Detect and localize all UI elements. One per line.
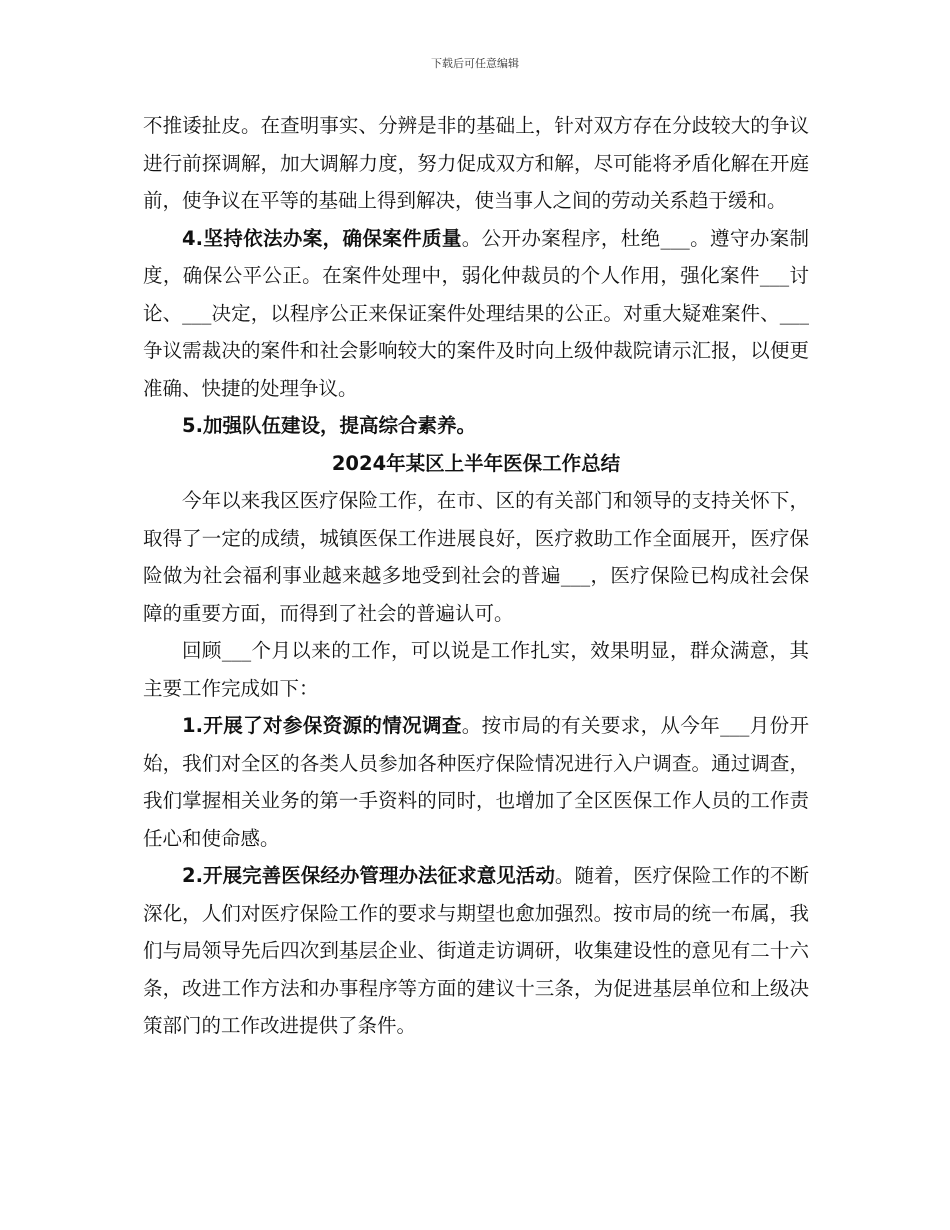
document-title: 2024年某区上半年医保工作总结: [331, 451, 621, 475]
item-heading-1: 1.开展了对参保资源的情况调查: [182, 714, 462, 737]
paragraph-3: [143, 407, 809, 445]
paragraph-5: 回顾___个月以来的工作，可以说是工作扎实，效果明显，群众满意，其主要工作完成如下：: [143, 639, 809, 700]
item-heading-2: 2.开展完善医保经办管理办法征求意见活动: [182, 864, 555, 887]
paragraph-7-text: 。随着，医疗保险工作的不断深化，人们对医疗保险工作的要求与期望也愈加强烈。按市局的统一布属，我们与局领导先后四次到基层企业、街道走访调研，收集建设性的意见有二十六条，改进工作方法和办事程序等方面的建议十三条，为促进基层单位和上级决策部门的工作改进提供了条件。: [143, 864, 809, 1037]
paragraph-2: [143, 220, 809, 408]
paragraph-6: [143, 707, 809, 857]
paragraph-1: 不推诿扯皮。在查明事实、分辨是非的基础上，针对双方存在分歧较大的争议进行前探调解，加大调解力度，努力促成双方和解，尽可能将矛盾化解在开庭前，使争议在平等的基础上得到解决，使当事人之间的劳动关系趋于缓和。: [143, 114, 809, 212]
paragraph-6-text: 。按市局的有关要求，从今年___月份开始，我们对全区的各类人员参加各种医疗保险情况进行入户调查。通过调查，我们掌握相关业务的第一手资料的同时，也增加了全区医保工作人员的工作责任心和使命感。: [143, 714, 809, 850]
paragraph-4: 今年以来我区医疗保险工作，在市、区的有关部门和领导的支持关怀下，取得了一定的成绩，城镇医保工作进展良好，医疗救助工作全面展开，医疗保险做为社会福利事业越来越多地受到社会的普遍___，医疗保险已构成社会保障的重要方面，而得到了社会的普遍认可。: [143, 489, 809, 625]
section-heading-5: 5.加强队伍建设，提高综合素养。: [182, 414, 476, 437]
paragraph-2-text: 。公开办案程序，杜绝___。遵守办案制度，确保公平公正。在案件处理中，弱化仲裁员的个人作用，强化案件___讨论、___决定，以程序公正来保证案件处理结果的公正。对重大疑难案件、___争议需裁决的案件和社会影响较大的案件及时向上级仲裁院请示汇报，以便更准确、快捷的处理争议。: [143, 226, 809, 400]
page-header-note: 下载后可任意编辑: [431, 57, 519, 70]
section-heading-4: 4.坚持依法办案，确保案件质量: [182, 226, 462, 250]
paragraph-7: [143, 857, 809, 1045]
document-body: [143, 107, 809, 1045]
